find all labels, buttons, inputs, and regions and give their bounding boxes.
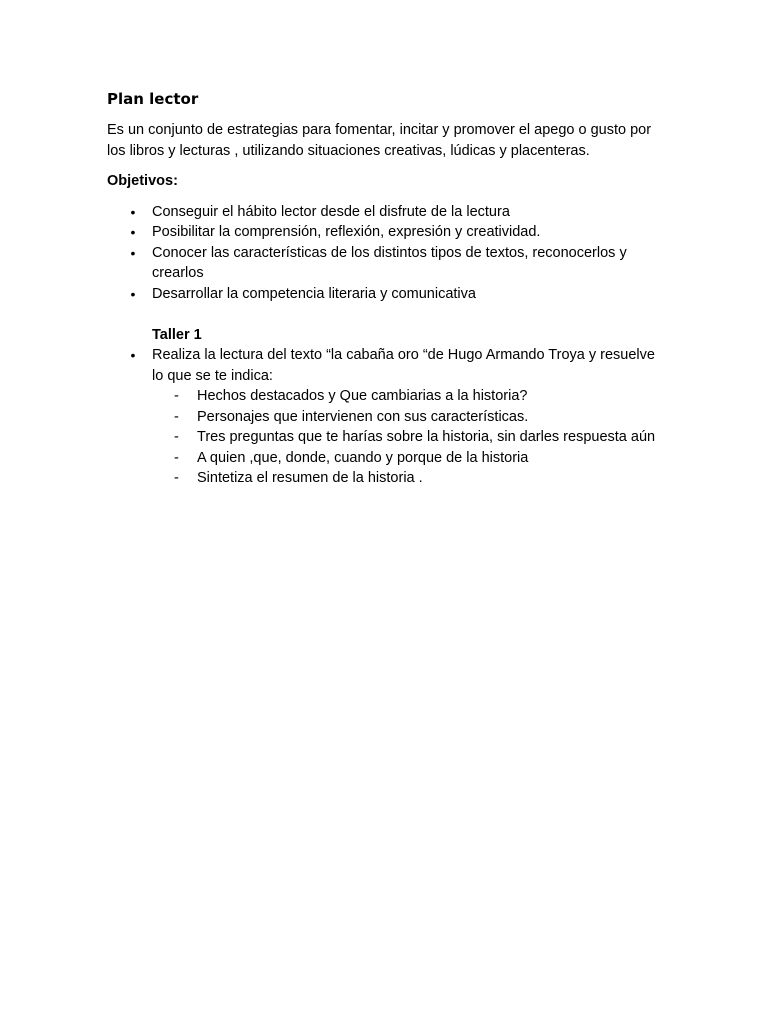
workshop-list — [107, 345, 667, 489]
workshop-subitem-text: Hechos destacados y Que cambiarias a la historia? — [197, 388, 528, 404]
objective-text: Posibilitar la comprensión, reflexión, expresión y creatividad. — [152, 224, 541, 240]
objective-item — [107, 284, 667, 305]
objective-item — [107, 243, 667, 284]
objective-text: Desarrollar la competencia literaria y comunicativa — [152, 285, 476, 302]
workshop-title: Taller 1 — [152, 326, 202, 343]
bullet-icon: • — [130, 203, 136, 220]
bullet-icon: • — [130, 224, 136, 240]
dash-icon: - — [174, 429, 179, 445]
objective-text: Conseguir el hábito lector desde el disfrute de la lectura — [152, 203, 510, 220]
objective-item — [107, 202, 667, 223]
objectives-list — [107, 202, 667, 305]
bullet-icon: • — [130, 244, 136, 261]
workshop-subitem-text: Personajes que intervienen con sus características. — [197, 408, 529, 425]
workshop-subitems — [152, 386, 667, 489]
workshop-subitem-text: Tres preguntas que te harías sobre la historia, sin darles respuesta aún — [197, 429, 656, 445]
workshop-subitem-text: A quien ,que, donde, cuando y porque de la historia — [197, 449, 529, 466]
workshop-subitem — [152, 407, 667, 428]
dash-icon: - — [174, 408, 179, 425]
document-title: Plan lector — [107, 90, 199, 108]
workshop-task-text: Realiza la lectura del texto “la cabaña oro “de Hugo Armando Troya y resuelve lo que se te indica: — [152, 347, 655, 384]
workshop-subitem — [152, 427, 667, 448]
workshop-subitem — [152, 448, 667, 469]
bullet-icon: • — [130, 285, 136, 302]
intro-paragraph: Es un conjunto de estrategias para fomentar, incitar y promover el apego o gusto por los libros y lecturas , utilizando situaciones creativas, lúdicas y placenteras. — [107, 122, 652, 159]
dash-icon: - — [174, 388, 179, 404]
document-page — [107, 88, 667, 489]
objective-text: Conocer las características de los distintos tipos de textos, reconocerlos y crearlos — [152, 244, 627, 281]
objective-item — [107, 222, 667, 243]
workshop-task-item — [107, 345, 667, 489]
dash-icon: - — [174, 470, 179, 486]
workshop-subitem — [152, 468, 667, 489]
workshop-subitem-text: Sintetiza el resumen de la historia . — [197, 470, 423, 486]
workshop-subitem — [152, 386, 667, 407]
objectives-heading: Objetivos: — [107, 173, 178, 189]
bullet-icon: • — [130, 347, 136, 363]
dash-icon: - — [174, 449, 179, 466]
